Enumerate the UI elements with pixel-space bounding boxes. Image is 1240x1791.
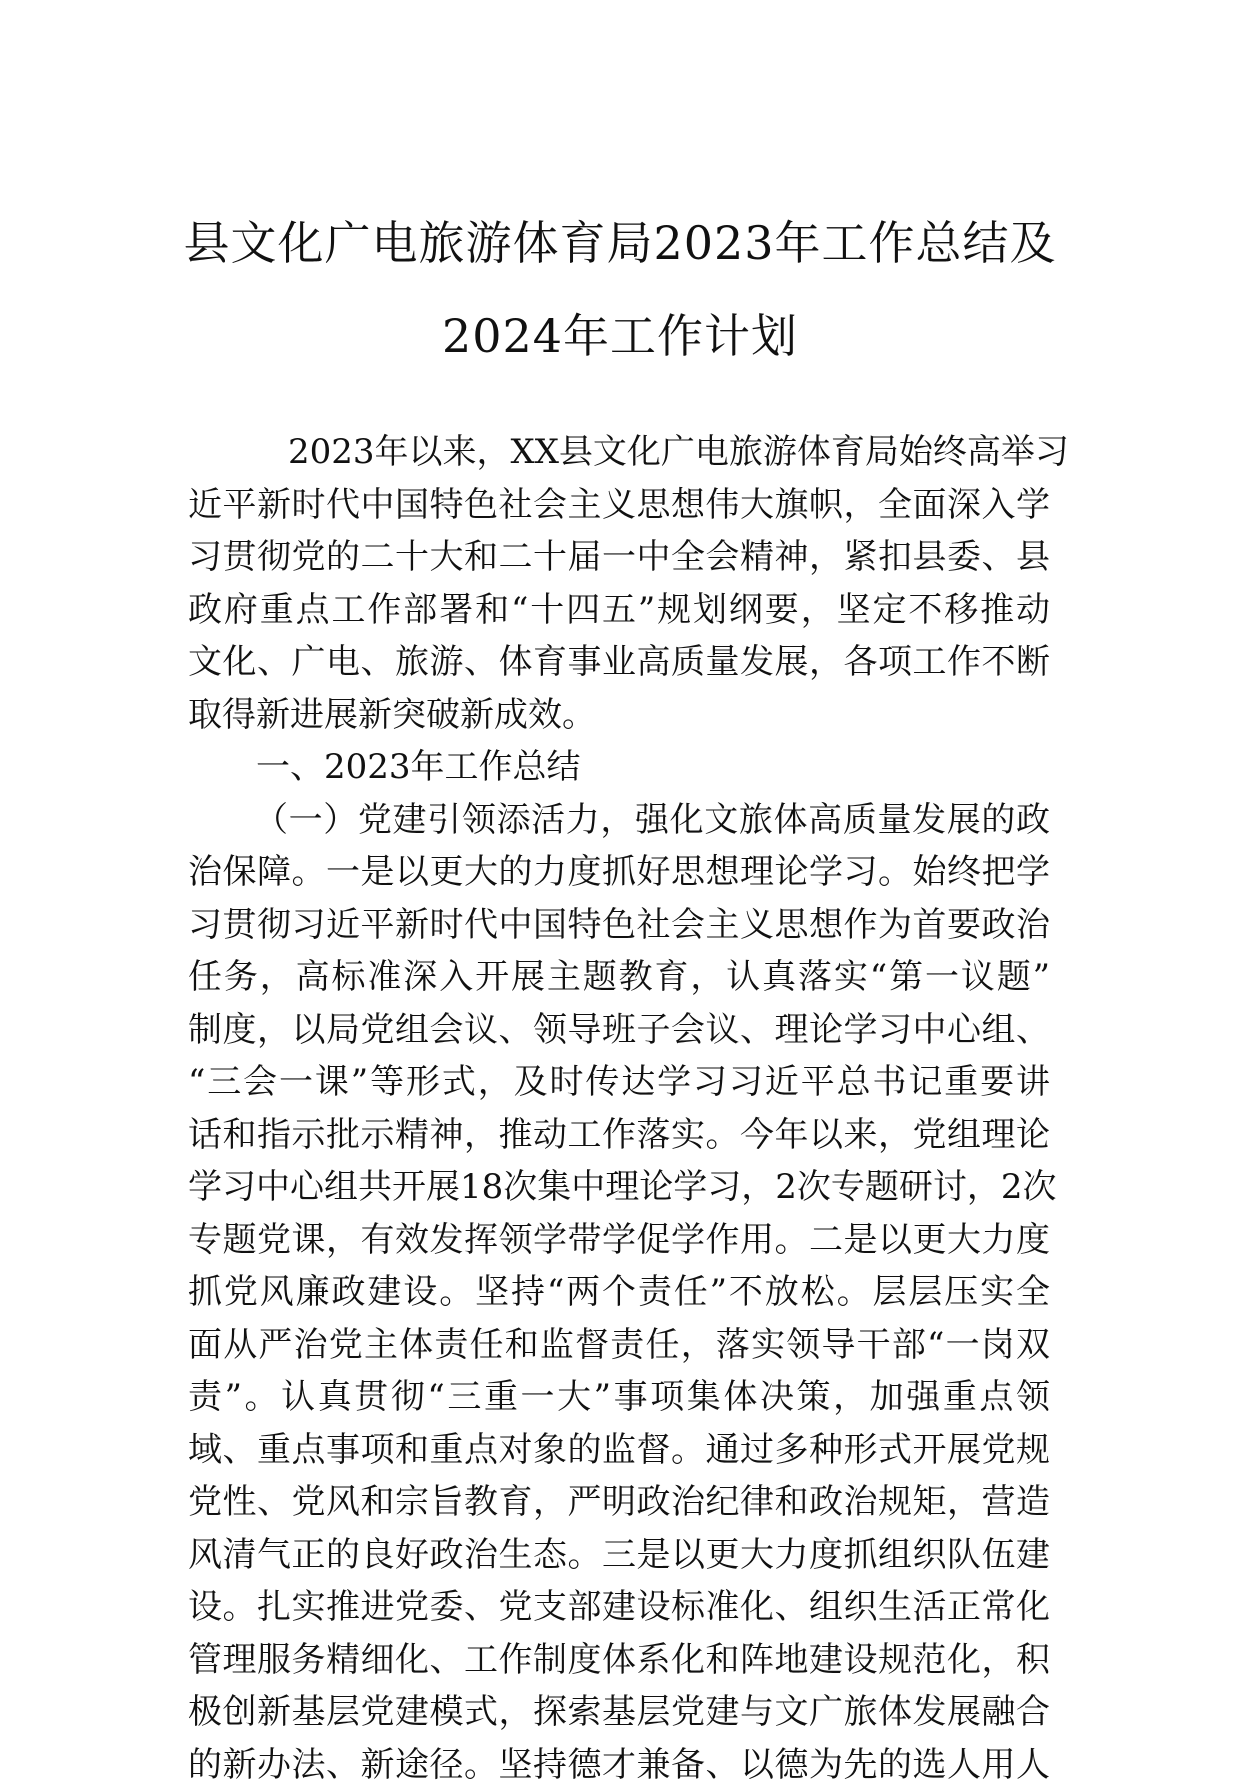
paragraph-line: 政府重点工作部署和“十四五”规划纲要，坚定不移推动 [188,584,1050,637]
paragraph-line: 习贯彻习近平新时代中国特色社会主义思想作为首要政治 [188,899,1050,952]
paragraph-line: 抓党风廉政建设。坚持“两个责任”不放松。层层压实全 [188,1266,1050,1319]
document-body [188,426,1050,1791]
paragraph-line: 责”。认真贯彻“三重一大”事项集体决策，加强重点领 [188,1371,1050,1424]
paragraph-line: 文化、广电、旅游、体育事业高质量发展，各项工作不断 [188,636,1050,689]
paragraph-line: 2023年以来，XX县文化广电旅游体育局始终高举习 [188,426,1050,479]
paragraph-line: 取得新进展新突破新成效。 [188,689,1050,742]
paragraph-line: 习贯彻党的二十大和二十届一中全会精神，紧扣县委、县 [188,531,1050,584]
paragraph-line: 管理服务精细化、工作制度体系化和阵地建设规范化，积 [188,1634,1050,1687]
paragraph-line: 专题党课，有效发挥领学带学促学作用。二是以更大力度 [188,1214,1050,1267]
paragraph-line: 党性、党风和宗旨教育，严明政治纪律和政治规矩，营造 [188,1476,1050,1529]
paragraph-line: 话和指示批示精神，推动工作落实。今年以来，党组理论 [188,1109,1050,1162]
document-title-line-1: 县文化广电旅游体育局2023年工作总结及 [150,215,1090,271]
section-heading: 一、2023年工作总结 [188,741,1050,794]
paragraph-line: 极创新基层党建模式，探索基层党建与文广旅体发展融合 [188,1686,1050,1739]
document-title-line-2: 2024年工作计划 [150,308,1090,364]
paragraph-line: 域、重点事项和重点对象的监督。通过多种形式开展党规 [188,1424,1050,1477]
paragraph-line: 近平新时代中国特色社会主义思想伟大旗帜，全面深入学 [188,479,1050,532]
paragraph-line: 学习中心组共开展18次集中理论学习，2次专题研讨，2次 [188,1161,1050,1214]
paragraph-line: “三会一课”等形式，及时传达学习习近平总书记重要讲 [188,1056,1050,1109]
paragraph-line: 的新办法、新途径。坚持德才兼备、以德为先的选人用人 [188,1739,1050,1791]
paragraph-line: 风清气正的良好政治生态。三是以更大力度抓组织队伍建 [188,1529,1050,1582]
paragraph-line: 治保障。一是以更大的力度抓好思想理论学习。始终把学 [188,846,1050,899]
paragraph-line: （一）党建引领添活力，强化文旅体高质量发展的政 [188,794,1050,847]
paragraph-line: 任务，高标准深入开展主题教育，认真落实“第一议题” [188,951,1050,1004]
paragraph-line: 面从严治党主体责任和监督责任，落实领导干部“一岗双 [188,1319,1050,1372]
paragraph-line: 制度，以局党组会议、领导班子会议、理论学习中心组、 [188,1004,1050,1057]
paragraph-line: 设。扎实推进党委、党支部建设标准化、组织生活正常化 [188,1581,1050,1634]
